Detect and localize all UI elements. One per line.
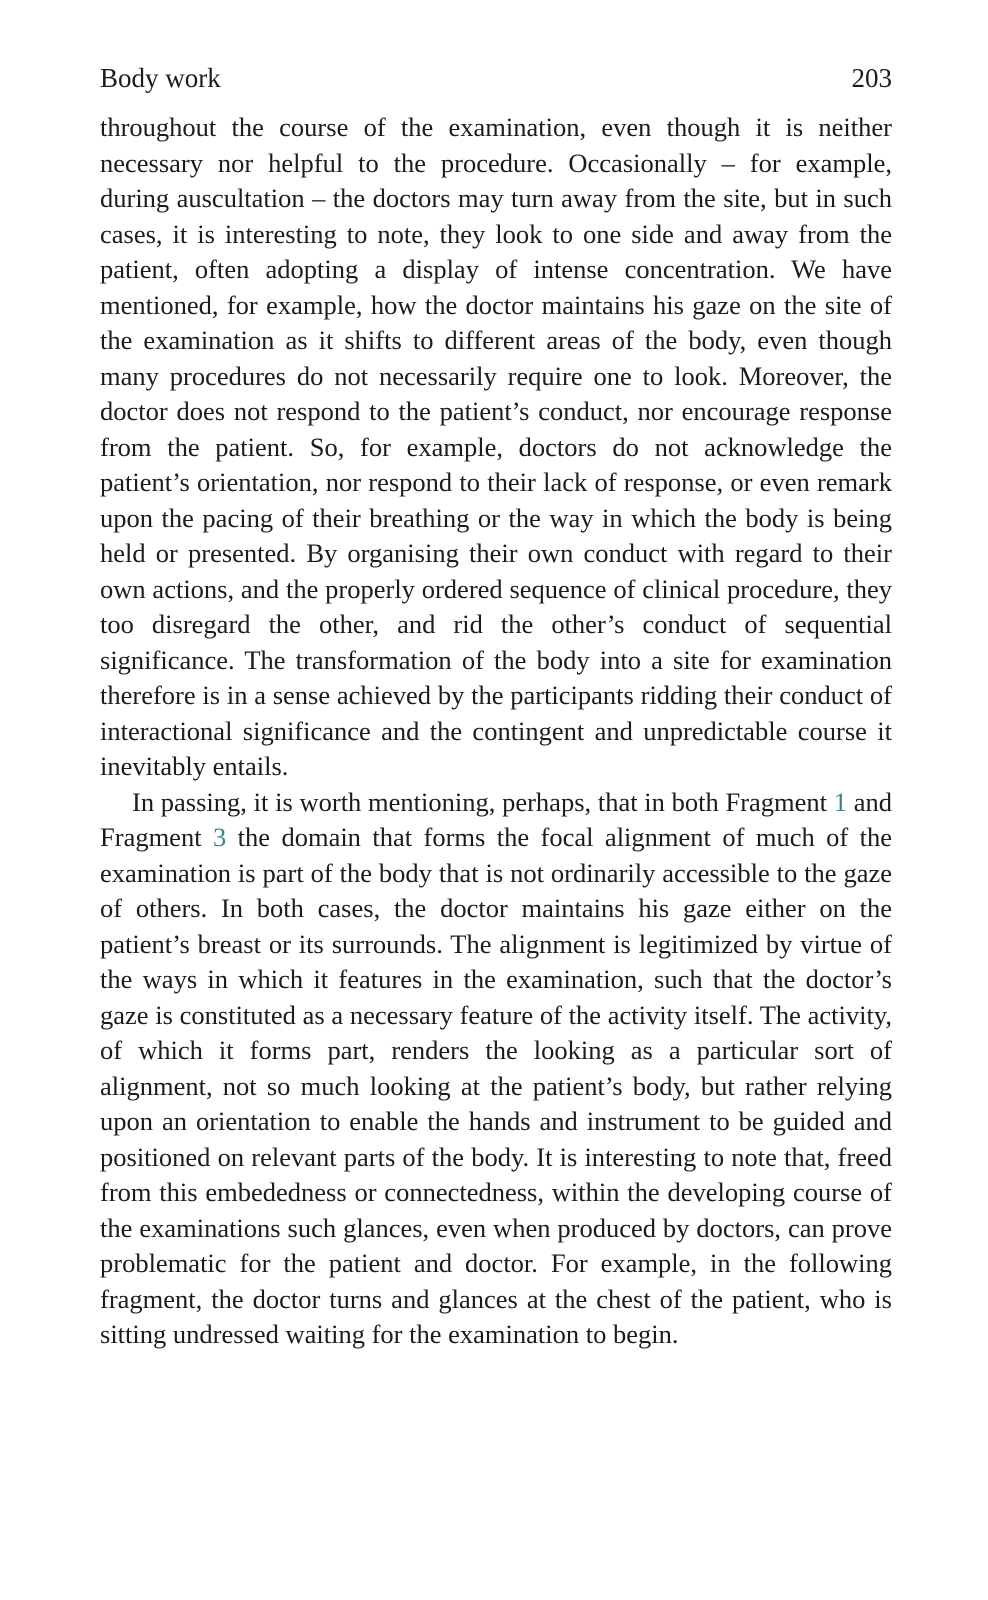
body-text <box>100 110 892 1353</box>
paragraph-continuation: throughout the course of the examination, even though it is neither necessary nor helpful to the procedure. Occasionally – for example, during auscultation – the doctors may turn away from the site, but in such cases, it is interesting to note, they look to one side and away from the patient, often adopting a display of intense concentration. We have mentioned, for example, how the doctor maintains his gaze on the site of the examination as it shifts to different areas of the body, even though many procedures do not necessarily require one to look. Moreover, the doctor does not respond to the patient’s conduct, nor encourage response from the patient. So, for example, doctors do not acknowledge the patient’s orientation, nor respond to their lack of response, or even remark upon the pacing of their breathing or the way in which the body is being held or presented. By organising their own conduct with regard to their own actions, and the properly ordered sequence of clinical procedure, they too disregard the other, and rid the other’s conduct of sequential significance. The transformation of the body into a site for examination therefore is in a sense achieved by the participants ridding their conduct of interactional significance and the contingent and unpredictable course it inevitably entails. <box>100 112 892 781</box>
paragraph-text-segment: and Fragment <box>100 786 892 852</box>
running-title: Body work <box>100 63 221 93</box>
paragraph-text-segment: In passing, it is worth mentioning, perhaps, that in both Fragment <box>132 786 834 817</box>
fragment-3-link[interactable]: 3 <box>212 822 227 852</box>
paragraph-fragment-discussion <box>100 785 892 1353</box>
page-number: 203 <box>851 63 892 93</box>
fragment-1-link[interactable]: 1 <box>833 786 848 817</box>
book-page <box>100 60 892 1353</box>
paragraph-text-segment: the domain that forms the focal alignment of much of the examination is part of the body that is not ordinarily accessible to the gaze of others. In both cases, the doctor maintains his gaze either on the patient’s breast or its surrounds. The alignment is legitimized by virtue of the ways in which it features in the examination, such that the doctor’s gaze is constituted as a necessary feature of the activity itself. The activity, of which it forms part, renders the looking as a particular sort of alignment, not so much looking at the patient’s body, but rather relying upon an orientation to enable the hands and instrument to be guided and positioned on relevant parts of the body. It is interesting to note that, freed from this embededness or connectedness, within the developing course of the examinations such glances, even when produced by doctors, can prove problematic for the patient and doctor. For example, in the following fragment, the doctor turns and glances at the chest of the patient, who is sitting undressed waiting for the examination to begin. <box>100 822 892 1349</box>
running-head <box>100 60 892 110</box>
